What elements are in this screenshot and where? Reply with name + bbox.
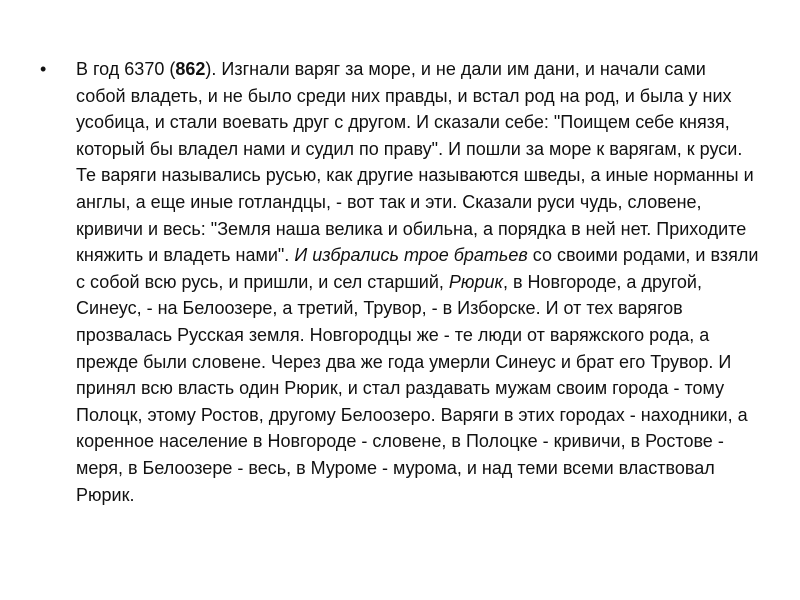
italic-name-rurik: Рюрик <box>448 271 503 292</box>
italic-phrase-brothers: И избрались трое братьев <box>294 245 528 266</box>
year-bold: 862 <box>175 59 206 79</box>
text-part-2: ). Изгнали варяг за море, и не дали им дани, и начали сами собой владеть, и не было среди них правды, и встал род на род, и была у них усобица, и стали воевать друг с другом. И сказали себе: "Поищем себе князя, который бы владел нами и судил по праву". И пошли за море к варягам, к руси. Те варяги назывались русью, как другие называются шведы, а иные норманны и англы, а еще иные готландцы, - вот так и эти. Сказали руси чудь, словене, кривичи и весь: "Земля наша велика и обильна, а порядка в ней нет. Приходите княжить и владеть нами". <box>76 59 754 266</box>
text-part-4: , в Новгороде, а другой, Синеус, - на Белоозере, а третий, Трувор, - в Изборске. И от тех варягов прозвалась Русская земля. Новгородцы же - те люди от варяжского рода, а прежде были словене. Через два же года умерли Синеус и брат его Трувор. И принял всю власть один Рюрик, и стал раздавать мужам своим города - тому Полоцк, этому Ростов, другому Белоозеро. Варяги в этих городах - находники, а коренное население в Новгороде - словене, в Полоцке - кривичи, в Ростове - меря, в Белоозере - весь, в Муроме - мурома, и над теми всеми властвовал Рюрик. <box>76 271 748 505</box>
text-part-1: В год 6370 ( <box>76 59 176 79</box>
bullet-icon: • <box>40 59 47 79</box>
bullet-list <box>40 56 760 508</box>
text-part-3: со своими родами, и взяли с собой всю русь, и пришли, и сел старший, <box>76 245 759 292</box>
bullet-item-chronicle <box>40 56 760 508</box>
